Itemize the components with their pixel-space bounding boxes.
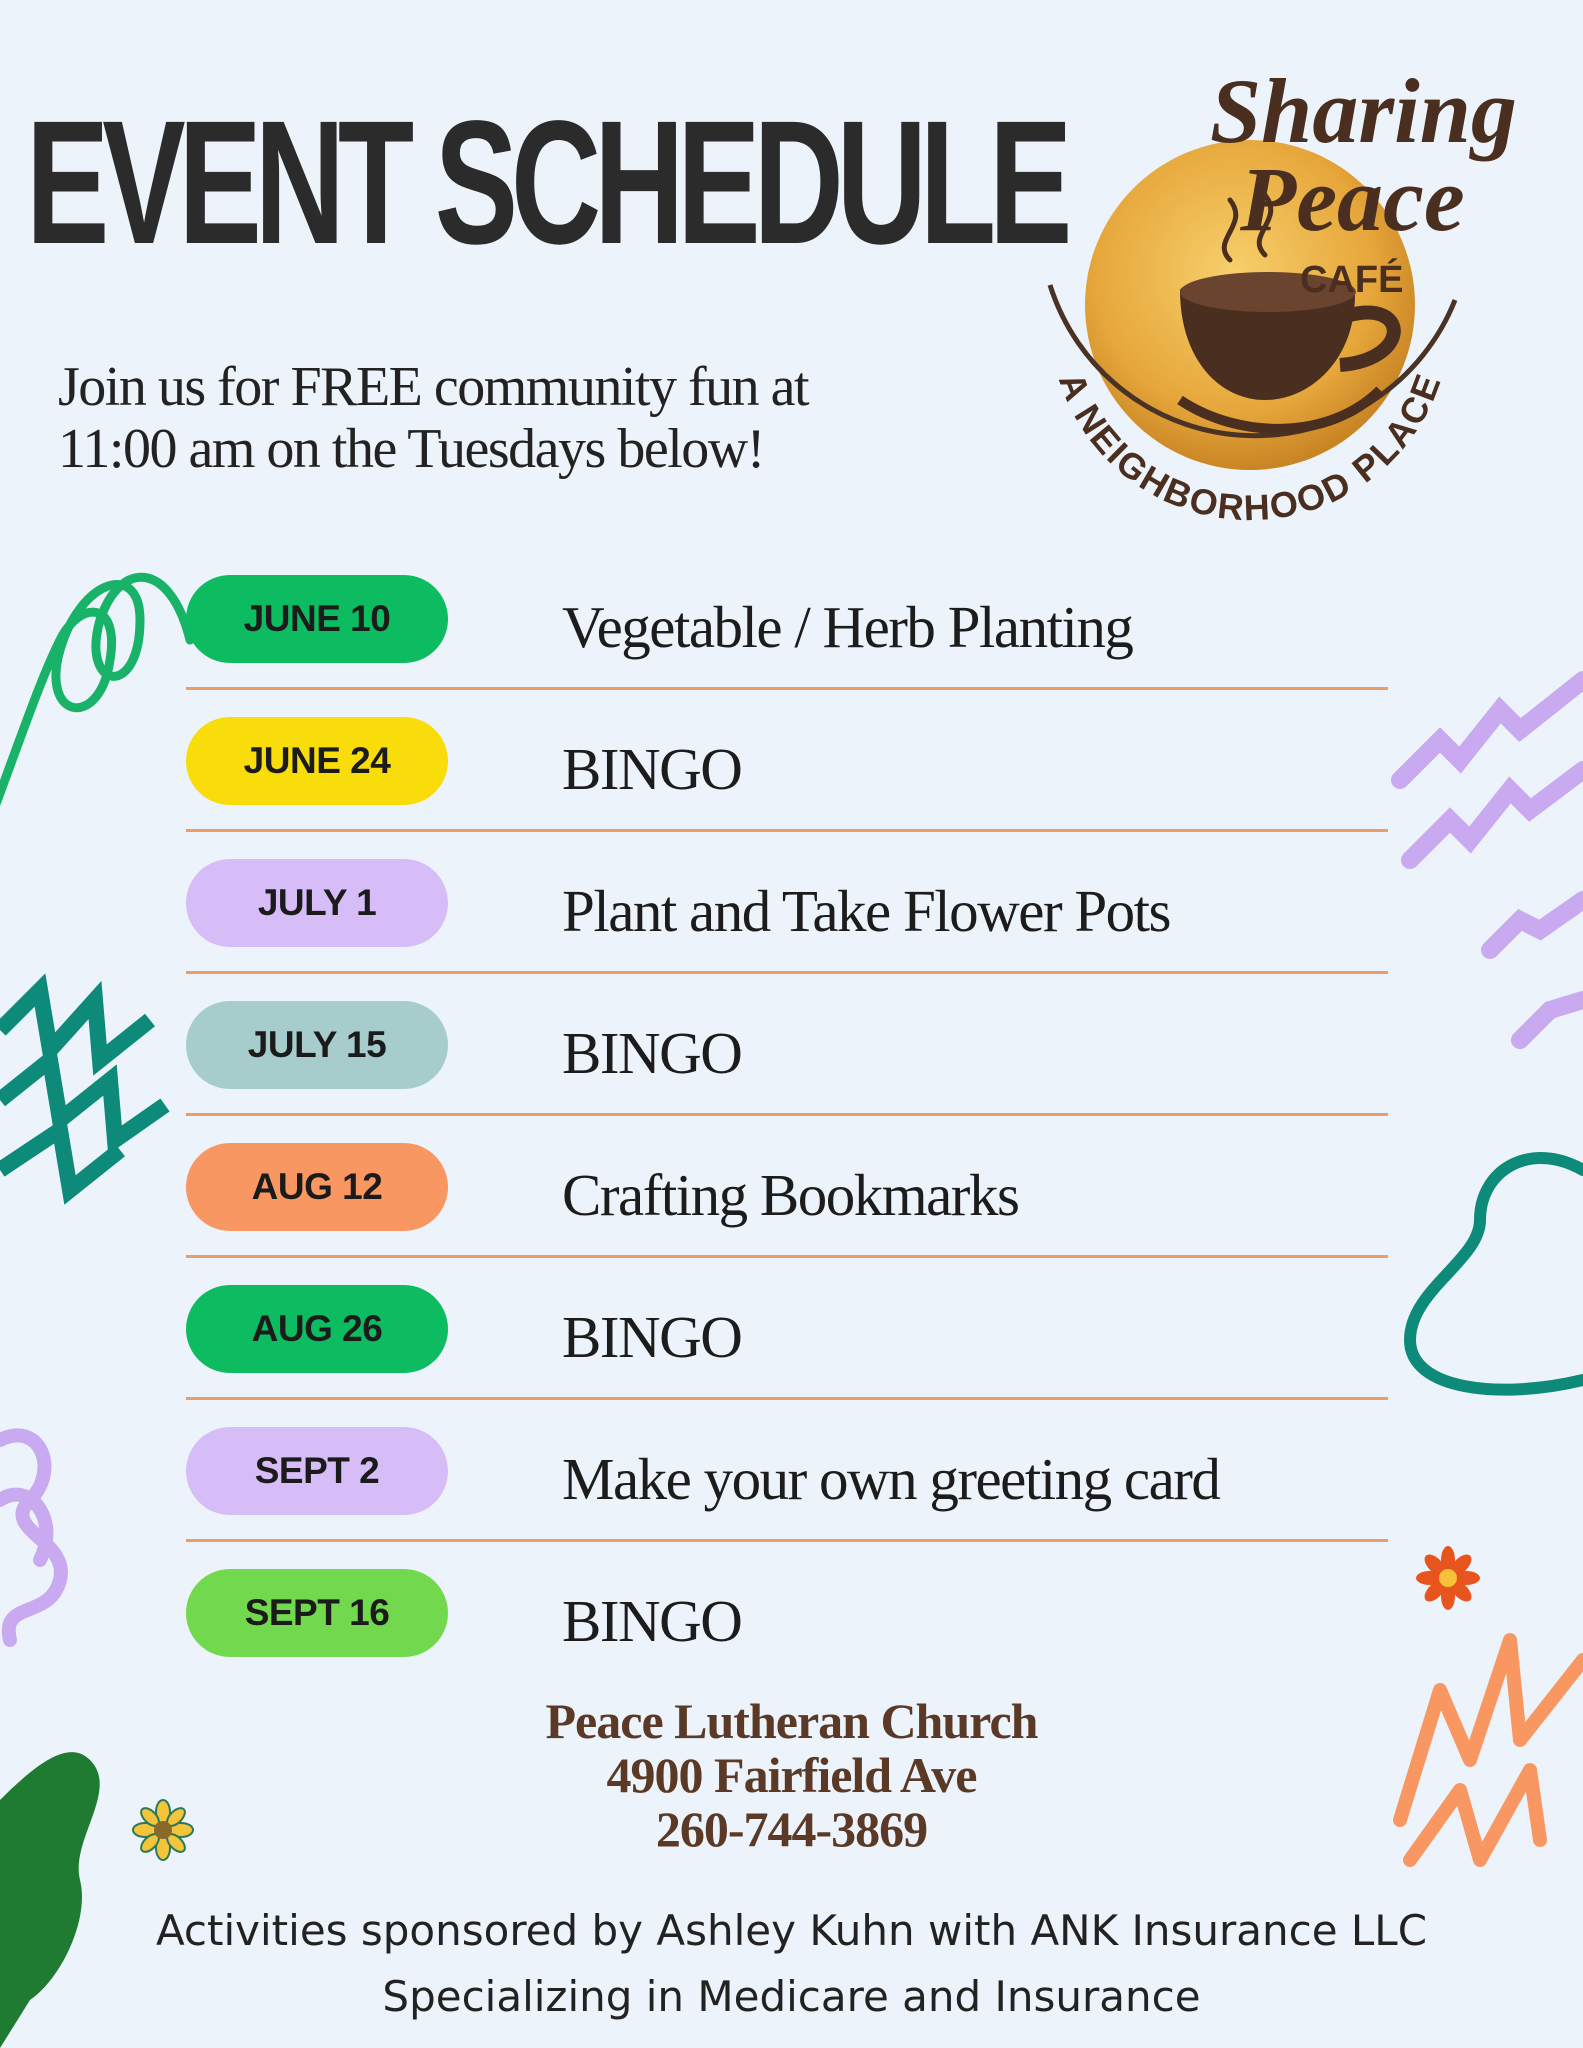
lavender-zigzag-right [1400, 680, 1583, 1040]
event-schedule-list [186, 573, 1388, 1709]
teal-loop-right [1410, 1158, 1583, 1390]
logo-subtitle: CAFÉ [1300, 259, 1404, 301]
logo-name-line-2: Peace [1240, 148, 1465, 250]
row-divider [186, 1255, 1388, 1258]
cafe-logo [1010, 60, 1530, 530]
event-title: BINGO [562, 1588, 742, 1654]
page-title: EVENT SCHEDULE [26, 85, 1066, 281]
event-title: Vegetable / Herb Planting [562, 594, 1133, 660]
church-name: Peace Lutheran Church [545, 1693, 1038, 1749]
church-info [0, 1694, 1583, 1856]
intro-line-2: 11:00 am on the Tuesdays below! [58, 418, 764, 480]
teal-zigzag [0, 990, 165, 1190]
row-divider [186, 1397, 1388, 1400]
row-divider [186, 971, 1388, 974]
event-title: BINGO [562, 1020, 742, 1086]
event-row [186, 857, 1388, 999]
green-loop-squiggle [0, 577, 190, 820]
date-pill: AUG 26 [186, 1285, 448, 1373]
sponsor-info [0, 1898, 1583, 2030]
logo-tagline-path: A NEIGHBORHOOD PLACE [1050, 367, 1450, 529]
date-pill: SEPT 2 [186, 1427, 448, 1515]
logo-name-line-1: Sharing [1210, 60, 1517, 162]
event-title: Plant and Take Flower Pots [562, 878, 1171, 944]
event-title: Crafting Bookmarks [562, 1162, 1019, 1228]
date-pill: JULY 1 [186, 859, 448, 947]
row-divider [186, 687, 1388, 690]
event-title: BINGO [562, 736, 742, 802]
church-address: 4900 Fairfield Ave [606, 1747, 977, 1803]
row-divider [186, 1113, 1388, 1116]
date-pill: JULY 15 [186, 1001, 448, 1089]
date-pill: JUNE 10 [186, 575, 448, 663]
event-title: Make your own greeting card [562, 1446, 1220, 1512]
date-pill: AUG 12 [186, 1143, 448, 1231]
event-row [186, 1283, 1388, 1425]
event-row [186, 1425, 1388, 1567]
event-row [186, 573, 1388, 715]
event-row [186, 1141, 1388, 1283]
intro-line-1: Join us for FREE community fun at [58, 356, 809, 418]
row-divider [186, 829, 1388, 832]
event-title: BINGO [562, 1304, 742, 1370]
event-row [186, 1567, 1388, 1709]
church-phone: 260-744-3869 [655, 1801, 928, 1857]
date-pill: SEPT 16 [186, 1569, 448, 1657]
event-row [186, 715, 1388, 857]
sponsor-line-1: Activities sponsored by Ashley Kuhn with ANK Insurance LLC [155, 1906, 1428, 1955]
orange-flower-icon [1416, 1546, 1480, 1610]
sponsor-line-2: Specializing in Medicare and Insurance [382, 1972, 1201, 2021]
row-divider [186, 1539, 1388, 1542]
date-pill: JUNE 24 [186, 717, 448, 805]
event-row [186, 999, 1388, 1141]
intro-text [58, 356, 958, 480]
lavender-coil [0, 1435, 61, 1640]
